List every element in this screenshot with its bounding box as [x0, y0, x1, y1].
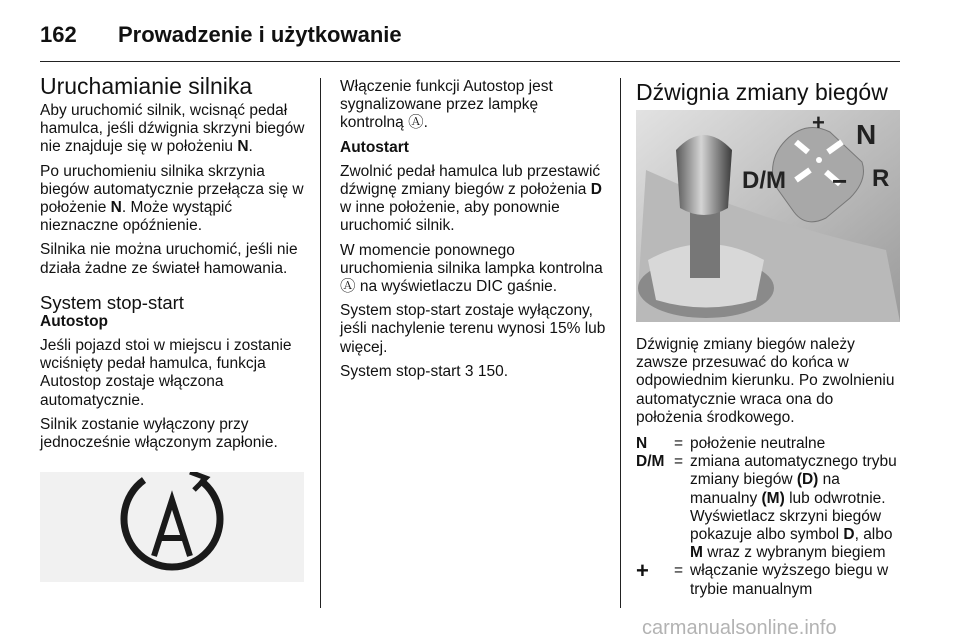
text: , albo: [854, 526, 893, 544]
paragraph: Jeśli pojazd stoi w miejscu i zostanie wciśnięty pedał hamulca, funkcja Autostop zostaje włączona automatycznie.: [40, 337, 292, 409]
text: D: [843, 526, 855, 544]
subheading-autostart: Autostart: [340, 138, 409, 156]
column-divider-2: [620, 78, 621, 608]
paragraph: [340, 163, 606, 236]
text: Zwolnić pedał hamulca lub przestawić dźwignę zmiany biegów z położenia: [340, 162, 601, 199]
text: W momencie ponownego uruchomienia silnika lampka kontrolna: [340, 241, 603, 277]
column-3: [636, 62, 902, 108]
paragraph: System stop-start zostaje wyłączony, jeśli nachylenie terenu wynosi 15% lub więcej.: [340, 302, 606, 356]
text: System stop-start: [340, 362, 465, 380]
image-label-plus: +: [812, 110, 825, 135]
text: 150.: [473, 362, 509, 380]
gear-letter: D: [590, 181, 602, 199]
text: w inne położenie, aby ponownie uruchomić silnik.: [340, 199, 560, 235]
paragraph: Dźwignię zmiany biegów należy zawsze przesuwać do końca w odpowiednim kierunku. Po zwolnieniu automatycznie wraca ona do położenia środkowego.: [636, 336, 895, 426]
column-2: [340, 78, 606, 387]
column-divider-1: [320, 78, 321, 608]
definition-equals: =: [674, 562, 684, 580]
definition-value: włączanie wyższego biegu w trybie manualnym: [690, 562, 889, 598]
watermark: carmanualsonline.info: [642, 617, 837, 639]
text: M: [690, 544, 703, 562]
section-heading-stop-start: System stop-start: [40, 291, 184, 313]
paragraph: [40, 163, 306, 236]
gear-lever-image: [636, 110, 900, 322]
gear-letter: N: [237, 138, 249, 156]
column-1: [40, 62, 306, 458]
autostop-icon: Ⓐ: [340, 278, 356, 296]
page-header: [40, 22, 402, 48]
paragraph: Silnika nie można uruchomić, jeśli nie działa żadne ze świateł hamowania.: [40, 241, 298, 277]
text: Po uruchomieniu silnika skrzynia biegów automatycznie przełącza się w położenie: [40, 162, 304, 217]
definition-equals: =: [674, 435, 684, 453]
column-3-body: [636, 336, 902, 599]
page-title: Prowadzenie i użytkowanie: [118, 22, 402, 47]
page-reference-arrow-icon: 3: [464, 362, 474, 380]
text: zmiana automatycznego trybu zmiany biegów: [690, 453, 897, 489]
text: .: [248, 138, 253, 156]
text: lub odwrotnie. Wyświetlacz skrzyni biegów pokazuje albo symbol: [690, 489, 886, 544]
definition-key: D/M: [636, 453, 665, 471]
definition-equals: =: [674, 453, 684, 471]
subheading-autostop: Autostop: [40, 312, 109, 330]
autostop-icon: [40, 472, 304, 582]
image-label-n: N: [856, 119, 877, 150]
definition-value: [690, 453, 902, 562]
definition-row: [636, 453, 902, 562]
section-heading-starting: Uruchamianie silnika: [40, 73, 253, 99]
text: .: [423, 114, 428, 132]
paragraph: [340, 242, 606, 297]
text: na manualny: [690, 471, 840, 507]
definition-key: N: [636, 435, 648, 453]
definition-list: [636, 435, 902, 599]
text: Włączenie funkcji Autostop jest sygnalizowane przez lampkę kontrolną: [340, 78, 553, 132]
text: Aby uruchomić silnik, wcisnąć pedał hamulca, jeśli dźwignia skrzyni biegów nie znajduje się w położeniu: [40, 102, 305, 156]
definition-row: [636, 558, 902, 598]
paragraph: Silnik zostanie wyłączony przy jednocześnie włączonym zapłonie.: [40, 415, 278, 452]
paragraph: [40, 102, 306, 157]
image-label-dm: D/M: [742, 167, 786, 194]
definition-row: [636, 435, 902, 453]
definition-value: położenie neutralne: [690, 435, 826, 453]
gear-lever-illustration: [636, 110, 900, 322]
image-label-minus: −: [832, 166, 848, 196]
autostop-icon: Ⓐ: [408, 114, 424, 132]
autostop-indicator-image: [40, 472, 304, 582]
plus-icon: +: [636, 558, 649, 584]
section-heading-gear-lever: Dźwignia zmiany biegów: [636, 79, 888, 105]
text: na wyświetlaczu DIC gaśnie.: [355, 278, 558, 296]
text: . Może wystąpić nieznaczne opóźnienie.: [40, 199, 233, 235]
page-number: 162: [40, 22, 77, 47]
image-label-r: R: [872, 165, 890, 192]
cross-reference: [340, 363, 606, 381]
paragraph: [340, 78, 606, 133]
text: wraz z wybranym biegiem: [702, 544, 886, 562]
gear-letter: N: [110, 199, 122, 217]
text: (D): [796, 471, 819, 489]
text: (M): [761, 489, 785, 507]
